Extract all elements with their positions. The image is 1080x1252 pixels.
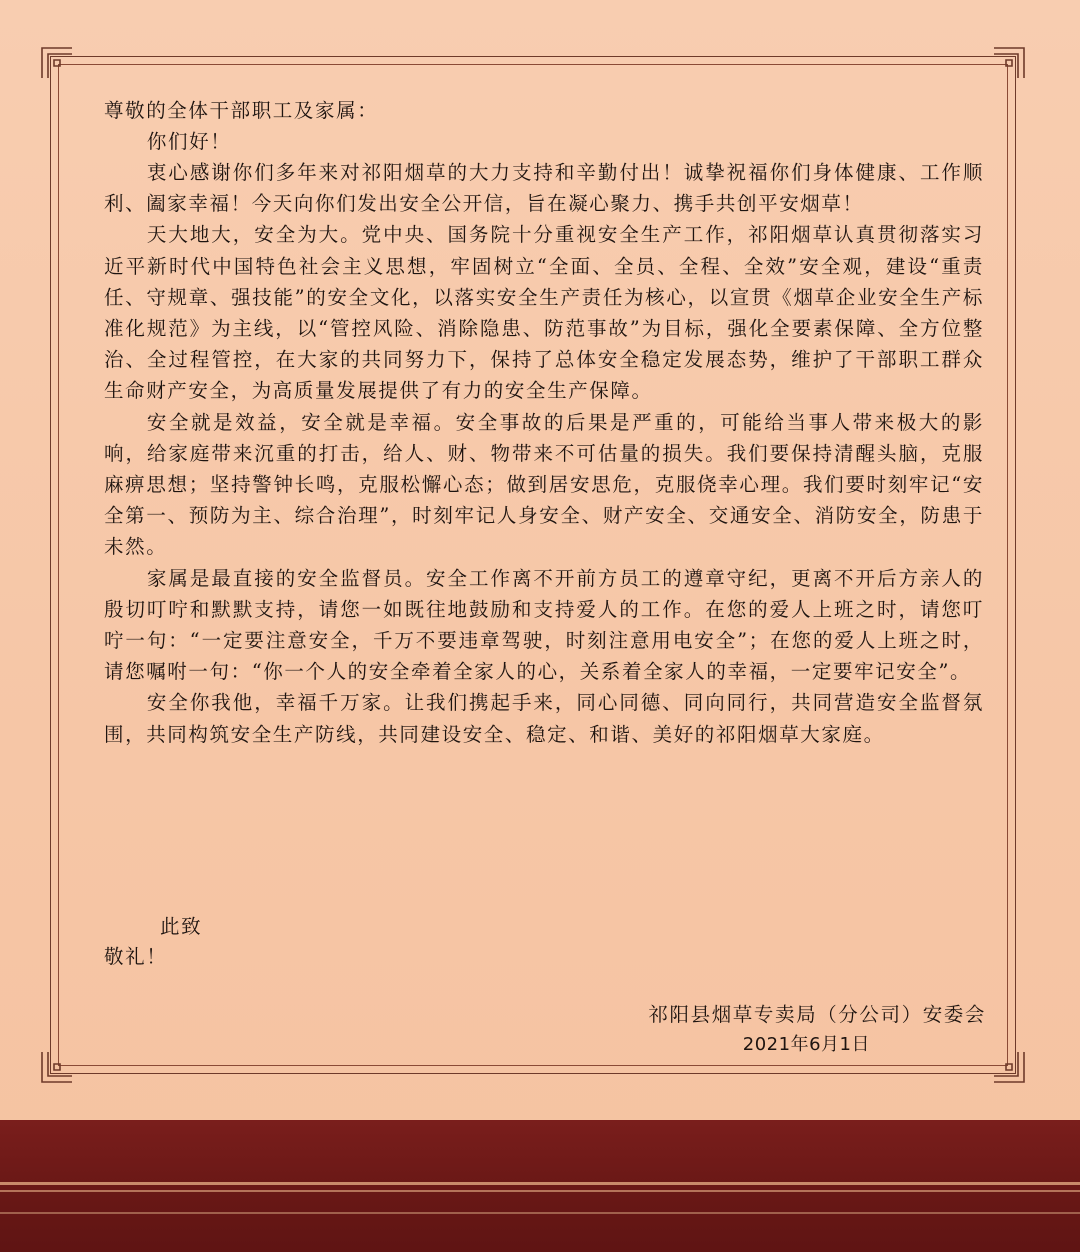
- corner-ornament-icon: [992, 46, 1026, 80]
- paragraph-safety-benefit: 安全就是效益，安全就是幸福。安全事故的后果是严重的，可能给当事人带来极大的影响，给家庭带来沉重的打击，给人、财、物带来不可估量的损失。我们要保持清醒头脑，克服麻痹思想；坚持警钟长鸣，克服松懈心态；做到居安思危，克服侥幸心理。我们要时刻牢记“安全第一、预防为主、综合治理”，时刻牢记人身安全、财产安全、交通安全、消防安全，防患于未然。: [104, 410, 984, 559]
- greeting: 你们好！: [146, 130, 232, 153]
- paragraph-thanks: 衷心感谢你们多年来对祁阳烟草的大力支持和辛勤付出！诚挚祝福你们身体健康、工作顺利、阖家幸福！今天向你们发出安全公开信，旨在凝心聚力、携手共创平安烟草！: [104, 161, 984, 216]
- paragraph-safety-policy: 天大地大，安全为大。党中央、国务院十分重视安全生产工作，祁阳烟草认真贯彻落实习近平新时代中国特色社会主义思想，牢固树立“全面、全员、全程、全效”安全观，建设“重责任、守规章、强技能”的安全文化，以落实安全生产责任为核心，以宣贯《烟草企业安全生产标准化规范》为主线，以“管控风险、消除隐患、防范事故”为目标，强化全要素保障、全方位整治、全过程管控，在大家的共同努力下，保持了总体安全稳定发展态势，维护了干部职工群众生命财产安全，为高质量发展提供了有力的安全生产保障。: [104, 223, 984, 403]
- paragraph-family-supervision: 家属是最直接的安全监督员。安全工作离不开前方员工的遵章守纪，更离不开后方亲人的殷切叮咛和默默支持，请您一如既往地鼓励和支持爱人的工作。在您的爱人上班之时，请您叮咛一句：“一定要注意安全，千万不要违章驾驶，时刻注意用电安全”；在您的爱人上班之时，请您嘱咐一句：“你一个人的安全牵着全家人的心，关系着全家人的幸福，一定要牢记安全”。: [104, 566, 984, 684]
- corner-ornament-icon: [40, 46, 74, 80]
- bottom-decorative-band: [0, 1120, 1080, 1252]
- closing-ci-zhi: 此致: [160, 915, 203, 938]
- corner-ornament-icon: [40, 1050, 74, 1084]
- salutation: 尊敬的全体干部职工及家属：: [104, 99, 379, 122]
- corner-ornament-icon: [992, 1050, 1026, 1084]
- signature-block: [648, 1000, 986, 1060]
- closing-jing-li: 敬礼！: [104, 945, 168, 968]
- paragraph-call-to-action: 安全你我他，幸福千万家。让我们携起手来，同心同德、同向同行，共同营造安全监督氛围，共同构筑安全生产防线，共同建设安全、稳定、和谐、美好的祁阳烟草大家庭。: [104, 691, 984, 746]
- band-stripe: [0, 1190, 1080, 1192]
- signature-org: 祁阳县烟草专卖局（分公司）安委会: [648, 1003, 986, 1026]
- letter-body: [104, 96, 984, 750]
- band-stripe: [0, 1182, 1080, 1185]
- signature-date: 2021年6月1日: [742, 1034, 870, 1055]
- closing: [104, 912, 202, 972]
- band-stripe: [0, 1212, 1080, 1214]
